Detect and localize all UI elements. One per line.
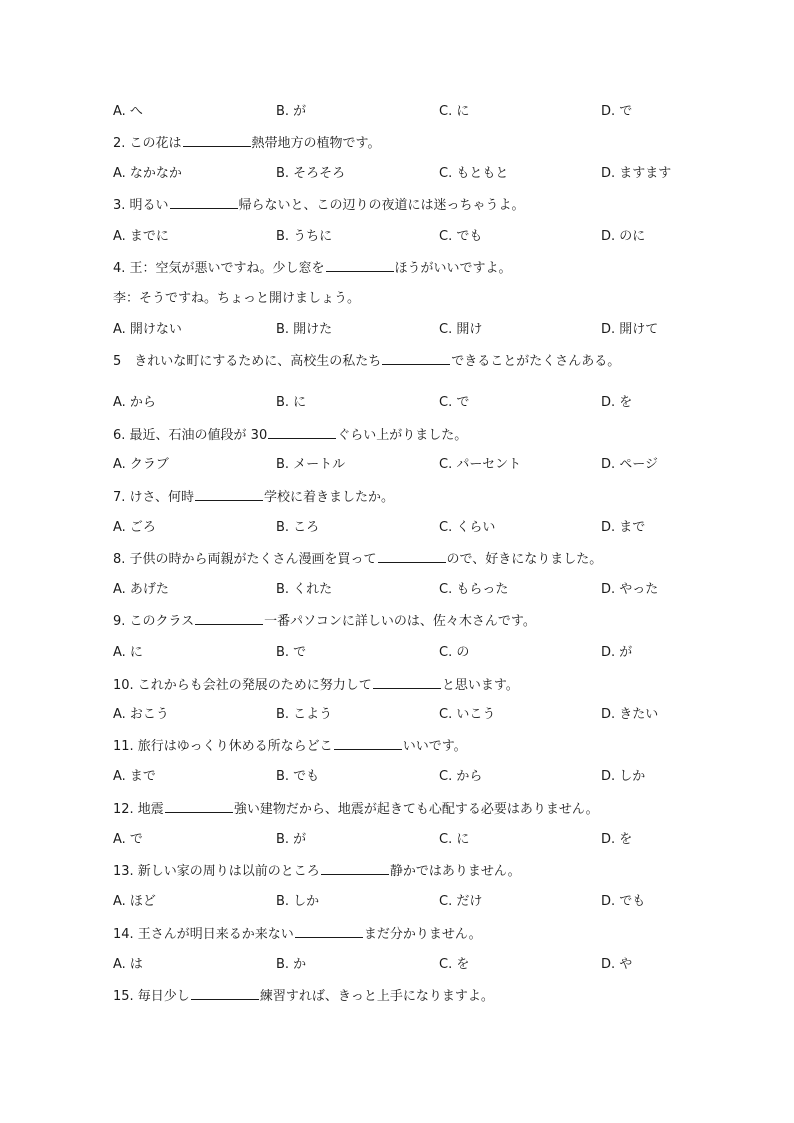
stem-after-blank: ので、好きになりました。: [446, 552, 603, 567]
option-c: C. だけ: [439, 894, 483, 909]
option-a: A. へ: [113, 104, 143, 119]
option-d: D. を: [601, 832, 633, 847]
option-a: A. までに: [113, 229, 169, 244]
question-text: [113, 195, 525, 216]
option-a: A. ほど: [113, 894, 156, 909]
question-11-options: [0, 767, 794, 787]
answer-blank: [321, 861, 389, 875]
question-5-stem: [0, 351, 794, 371]
option-a: A. で: [113, 832, 143, 847]
question-6-stem: [0, 425, 794, 445]
stem-after-blank: まだ分かりません。: [363, 927, 482, 942]
answer-blank: [191, 986, 259, 1000]
question-text: [113, 986, 494, 1007]
stem-after-blank: ほうがいいですよ。: [394, 261, 512, 276]
question-14-options: [0, 955, 794, 975]
question-2-options: [0, 164, 794, 184]
answer-blank: [195, 487, 263, 501]
option-b: B. でも: [276, 769, 320, 784]
answer-blank: [326, 258, 394, 272]
option-a: A. 開けない: [113, 322, 182, 337]
stem-before-blank: 2. この花は: [113, 136, 182, 151]
option-a: A. おこう: [113, 707, 169, 722]
option-d: D. を: [601, 395, 633, 410]
question-text: [113, 799, 599, 820]
question-4-dialogue: [0, 289, 794, 309]
option-b: B. が: [276, 832, 307, 847]
question-10-stem: [0, 675, 794, 695]
question-text: [113, 549, 602, 570]
question-12-options: [0, 830, 794, 850]
question-text: [113, 736, 467, 757]
answer-blank: [195, 611, 263, 625]
answer-blank: [373, 675, 441, 689]
stem-after-blank: 帰らないと、この辺りの夜道には迷っちゃうよ。: [238, 198, 525, 213]
question-text: [113, 133, 381, 154]
option-c: C. で: [439, 395, 470, 410]
stem-before-blank: 6. 最近、石油の値段が 30: [113, 428, 268, 443]
option-b: B. こよう: [276, 707, 333, 722]
question-13-stem: [0, 861, 794, 881]
question-2-stem: [0, 133, 794, 153]
question-3-options: [0, 227, 794, 247]
stem-before-blank: 13. 新しい家の周りは以前のところ: [113, 864, 320, 879]
stem-before-blank: 5 きれいな町にするために、高校生の私たち: [113, 354, 382, 369]
option-c: C. くらい: [439, 520, 496, 535]
option-c: C. もらった: [439, 582, 509, 597]
option-d: D. でも: [601, 894, 646, 909]
stem-before-blank: 7. けさ、何時: [113, 490, 195, 505]
stem-before-blank: 8. 子供の時から両親がたくさん漫画を買って: [113, 552, 377, 567]
option-c: C. いこう: [439, 707, 496, 722]
stem-before-blank: 9. このクラス: [113, 614, 195, 629]
answer-blank: [183, 133, 251, 147]
stem-after-blank: と思います。: [441, 678, 519, 693]
option-b: B. 開けた: [276, 322, 333, 337]
question-1-options: [0, 102, 794, 122]
option-d: D. ページ: [601, 457, 659, 472]
question-4-stem: [0, 258, 794, 278]
option-d: D. が: [601, 645, 633, 660]
stem-before-blank: 11. 旅行はゆっくり休める所ならどこ: [113, 739, 333, 754]
option-a: A. は: [113, 957, 143, 972]
question-text: [113, 861, 521, 882]
option-c: C. の: [439, 645, 470, 660]
question-9-options: [0, 643, 794, 663]
question-11-stem: [0, 736, 794, 756]
question-5-options: [0, 393, 794, 413]
question-text: [113, 611, 536, 632]
question-14-stem: [0, 924, 794, 944]
question-7-options: [0, 518, 794, 538]
stem-after-blank: できることがたくさんある。: [451, 354, 621, 369]
question-13-options: [0, 892, 794, 912]
answer-blank: [334, 736, 402, 750]
option-d: D. しか: [601, 769, 646, 784]
stem-after-blank: いいです。: [402, 739, 467, 754]
answer-blank: [382, 351, 450, 365]
option-a: A. ごろ: [113, 520, 156, 535]
question-text: [113, 425, 467, 446]
option-b: B. ころ: [276, 520, 320, 535]
answer-blank: [378, 549, 446, 563]
question-text: [113, 258, 512, 279]
option-d: D. ますます: [601, 166, 672, 181]
option-b: B. が: [276, 104, 307, 119]
stem-before-blank: 14. 王さんが明日来るか来ない: [113, 927, 294, 942]
question-6-options: [0, 455, 794, 475]
question-text: [113, 487, 394, 508]
answer-blank: [170, 195, 238, 209]
stem-after-blank: 一番パソコンに詳しいのは、佐々木さんです。: [264, 614, 536, 629]
answer-blank: [295, 924, 363, 938]
option-c: C. でも: [439, 229, 483, 244]
option-a: A. から: [113, 395, 156, 410]
option-c: C. 開け: [439, 322, 483, 337]
question-15-stem: [0, 986, 794, 1006]
stem-before-blank: 4. 王：空気が悪いですね。少し窓を: [113, 261, 325, 276]
option-c: C. を: [439, 957, 470, 972]
option-c: C. に: [439, 832, 470, 847]
option-b: B. しか: [276, 894, 320, 909]
stem-after-blank: 熱帯地方の植物です。: [251, 136, 381, 151]
option-d: D. で: [601, 104, 633, 119]
stem-after-blank: 強い建物だから、地震が起きても心配する必要はありません。: [233, 802, 599, 817]
dialogue-line: 李：そうですね。ちょっと開けましょう。: [113, 291, 361, 306]
option-b: B. うちに: [276, 229, 333, 244]
option-a: A. なかなか: [113, 166, 182, 181]
option-d: D. まで: [601, 520, 646, 535]
option-b: B. くれた: [276, 582, 333, 597]
question-12-stem: [0, 799, 794, 819]
question-7-stem: [0, 487, 794, 507]
question-10-options: [0, 705, 794, 725]
option-b: B. メートル: [276, 457, 346, 472]
option-a: A. まで: [113, 769, 156, 784]
answer-blank: [268, 425, 336, 439]
stem-before-blank: 3. 明るい: [113, 198, 169, 213]
answer-blank: [165, 799, 233, 813]
option-d: D. や: [601, 957, 633, 972]
question-8-options: [0, 580, 794, 600]
question-text: [113, 924, 482, 945]
option-a: A. あげた: [113, 582, 169, 597]
question-4-options: [0, 320, 794, 340]
stem-before-blank: 10. これからも会社の発展のために努力して: [113, 678, 372, 693]
option-d: D. やった: [601, 582, 659, 597]
option-b: B. そろそろ: [276, 166, 346, 181]
stem-after-blank: 学校に着きましたか。: [264, 490, 395, 505]
option-c: C. パーセント: [439, 457, 522, 472]
stem-after-blank: ぐらい上がりました。: [337, 428, 468, 443]
stem-before-blank: 15. 毎日少し: [113, 989, 190, 1004]
option-c: C. もともと: [439, 166, 509, 181]
question-text: [113, 675, 519, 696]
question-text: [113, 351, 620, 372]
question-3-stem: [0, 195, 794, 215]
option-b: B. か: [276, 957, 307, 972]
question-9-stem: [0, 611, 794, 631]
stem-after-blank: 静かではありません。: [389, 864, 521, 879]
stem-after-blank: 練習すれば、きっと上手になりますよ。: [259, 989, 494, 1004]
option-b: B. で: [276, 645, 307, 660]
option-d: D. 開けて: [601, 322, 659, 337]
option-a: A. に: [113, 645, 143, 660]
option-d: D. きたい: [601, 707, 659, 722]
option-c: C. に: [439, 104, 470, 119]
question-8-stem: [0, 549, 794, 569]
option-a: A. クラブ: [113, 457, 169, 472]
option-c: C. から: [439, 769, 483, 784]
stem-before-blank: 12. 地震: [113, 802, 164, 817]
option-d: D. のに: [601, 229, 646, 244]
option-b: B. に: [276, 395, 307, 410]
